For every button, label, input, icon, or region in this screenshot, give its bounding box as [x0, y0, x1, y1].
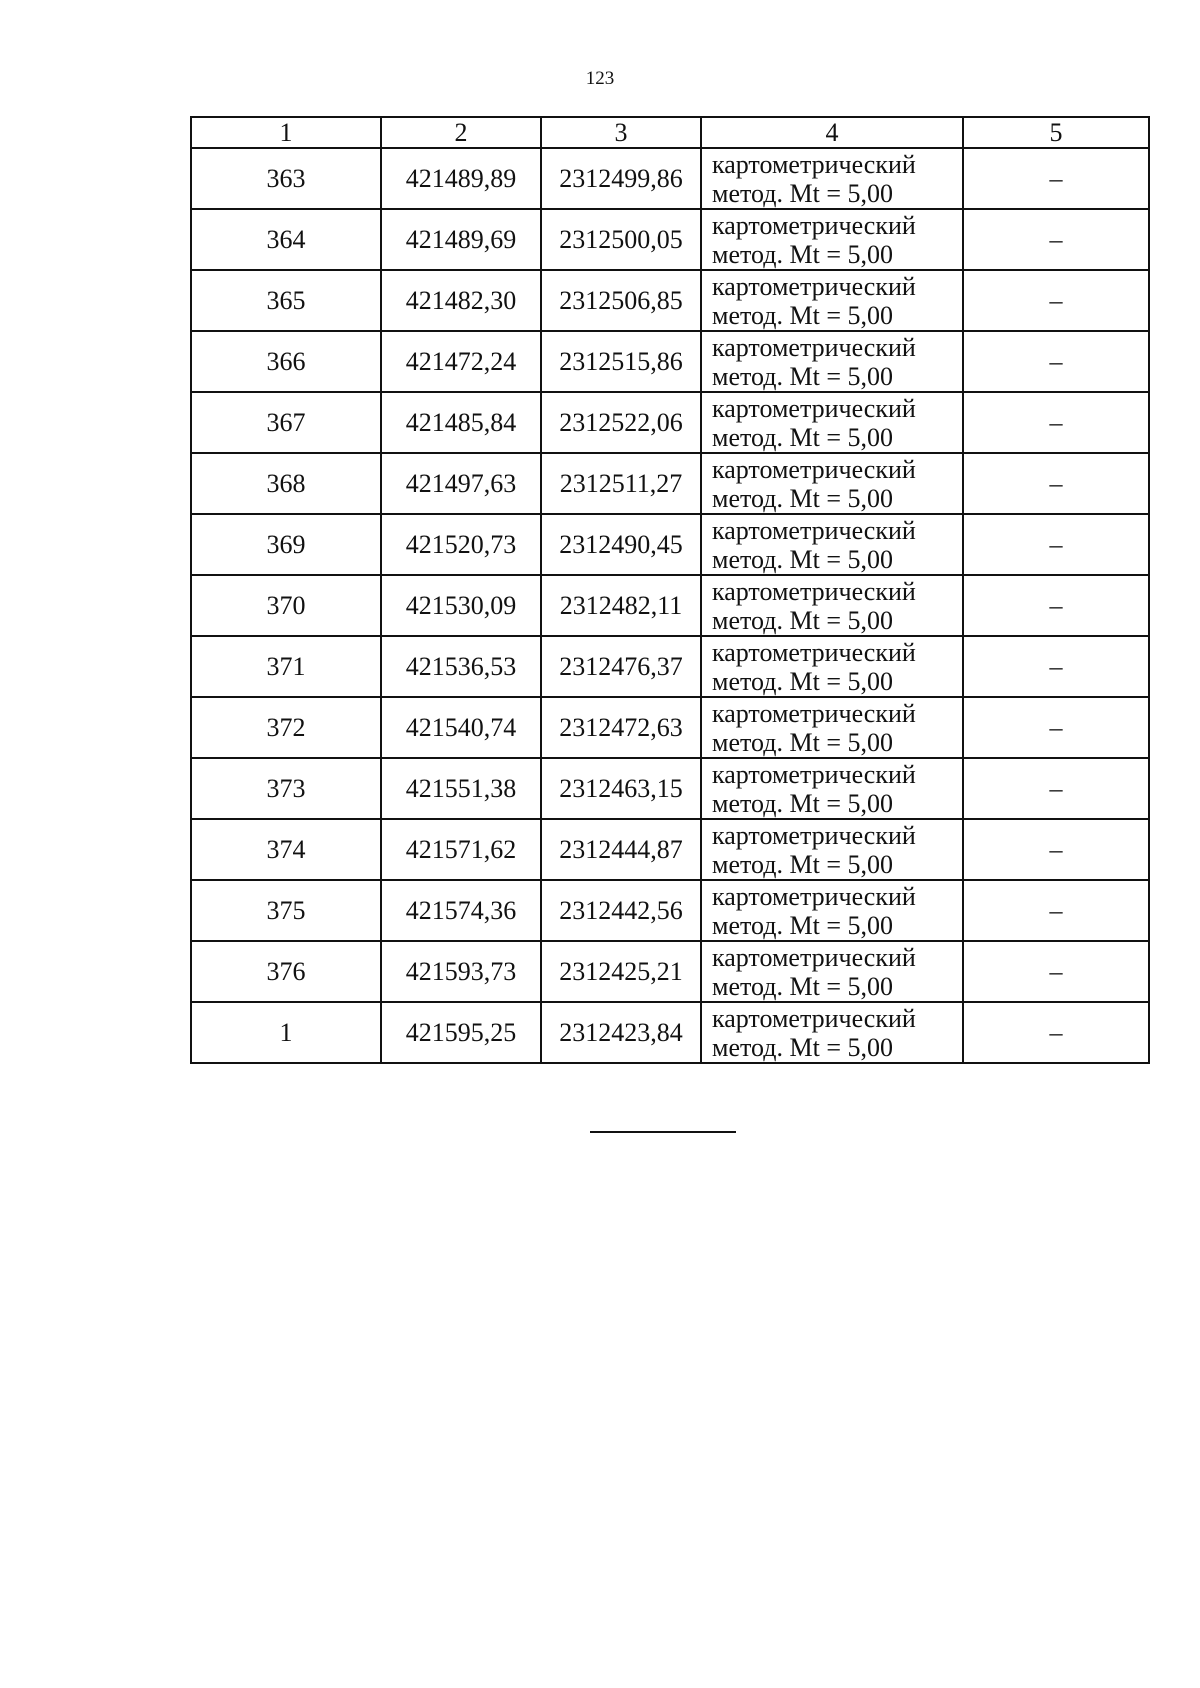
- table-row: [191, 148, 1149, 209]
- point-number-cell: 366: [191, 331, 381, 392]
- method-cell: [701, 148, 963, 209]
- y-coordinate-cell: 2312515,86: [541, 331, 701, 392]
- x-coordinate-cell: 421485,84: [381, 392, 541, 453]
- note-cell: –: [963, 514, 1149, 575]
- table-row: [191, 209, 1149, 270]
- x-coordinate-cell: 421571,62: [381, 819, 541, 880]
- method-line-2: метод. Mt = 5,00: [712, 361, 893, 391]
- x-coordinate-cell: 421574,36: [381, 880, 541, 941]
- point-number-cell: 376: [191, 941, 381, 1002]
- point-number-cell: 367: [191, 392, 381, 453]
- point-number-cell: 368: [191, 453, 381, 514]
- point-number-cell: 374: [191, 819, 381, 880]
- table-row: [191, 1002, 1149, 1063]
- method-line-1: картометрический: [712, 698, 916, 728]
- method-line-1: картометрический: [712, 332, 916, 362]
- table-row: [191, 453, 1149, 514]
- method-cell: [701, 636, 963, 697]
- y-coordinate-cell: 2312506,85: [541, 270, 701, 331]
- x-coordinate-cell: 421530,09: [381, 575, 541, 636]
- note-cell: –: [963, 453, 1149, 514]
- note-cell: –: [963, 392, 1149, 453]
- x-coordinate-cell: 421520,73: [381, 514, 541, 575]
- y-coordinate-cell: 2312444,87: [541, 819, 701, 880]
- note-cell: –: [963, 697, 1149, 758]
- table-row: [191, 880, 1149, 941]
- y-coordinate-cell: 2312463,15: [541, 758, 701, 819]
- note-cell: –: [963, 270, 1149, 331]
- point-number-cell: 1: [191, 1002, 381, 1063]
- method-cell: [701, 392, 963, 453]
- header-col-1: 1: [191, 117, 381, 148]
- point-number-cell: 363: [191, 148, 381, 209]
- x-coordinate-cell: 421540,74: [381, 697, 541, 758]
- point-number-cell: 371: [191, 636, 381, 697]
- method-line-1: картометрический: [712, 1003, 916, 1033]
- method-cell: [701, 941, 963, 1002]
- method-line-1: картометрический: [712, 759, 916, 789]
- method-line-2: метод. Mt = 5,00: [712, 1032, 893, 1062]
- point-number-cell: 375: [191, 880, 381, 941]
- method-line-1: картометрический: [712, 820, 916, 850]
- method-cell: [701, 575, 963, 636]
- note-cell: –: [963, 758, 1149, 819]
- table-row: [191, 514, 1149, 575]
- method-line-1: картометрический: [712, 942, 916, 972]
- x-coordinate-cell: 421536,53: [381, 636, 541, 697]
- point-number-cell: 370: [191, 575, 381, 636]
- method-line-1: картометрический: [712, 393, 916, 423]
- method-line-1: картометрический: [712, 149, 916, 179]
- x-coordinate-cell: 421482,30: [381, 270, 541, 331]
- y-coordinate-cell: 2312442,56: [541, 880, 701, 941]
- method-line-1: картометрический: [712, 576, 916, 606]
- note-cell: –: [963, 1002, 1149, 1063]
- method-cell: [701, 819, 963, 880]
- method-cell: [701, 270, 963, 331]
- method-line-1: картометрический: [712, 515, 916, 545]
- method-cell: [701, 1002, 963, 1063]
- y-coordinate-cell: 2312476,37: [541, 636, 701, 697]
- table-row: [191, 270, 1149, 331]
- end-rule: [590, 1131, 736, 1133]
- point-number-cell: 372: [191, 697, 381, 758]
- note-cell: –: [963, 636, 1149, 697]
- point-number-cell: 364: [191, 209, 381, 270]
- y-coordinate-cell: 2312423,84: [541, 1002, 701, 1063]
- method-cell: [701, 758, 963, 819]
- x-coordinate-cell: 421489,89: [381, 148, 541, 209]
- method-line-2: метод. Mt = 5,00: [712, 788, 893, 818]
- method-line-1: картометрический: [712, 881, 916, 911]
- x-coordinate-cell: 421595,25: [381, 1002, 541, 1063]
- point-number-cell: 369: [191, 514, 381, 575]
- method-cell: [701, 331, 963, 392]
- method-line-2: метод. Mt = 5,00: [712, 483, 893, 513]
- method-line-2: метод. Mt = 5,00: [712, 849, 893, 879]
- note-cell: –: [963, 819, 1149, 880]
- method-line-2: метод. Mt = 5,00: [712, 300, 893, 330]
- x-coordinate-cell: 421489,69: [381, 209, 541, 270]
- table-row: [191, 636, 1149, 697]
- table-row: [191, 575, 1149, 636]
- y-coordinate-cell: 2312499,86: [541, 148, 701, 209]
- header-row: [191, 117, 1149, 148]
- x-coordinate-cell: 421472,24: [381, 331, 541, 392]
- method-line-2: метод. Mt = 5,00: [712, 910, 893, 940]
- method-line-1: картометрический: [712, 454, 916, 484]
- table-row: [191, 697, 1149, 758]
- table-header: [191, 117, 1149, 148]
- coordinates-table: [190, 116, 1150, 1064]
- method-cell: [701, 209, 963, 270]
- method-cell: [701, 880, 963, 941]
- method-line-1: картометрический: [712, 271, 916, 301]
- header-col-2: 2: [381, 117, 541, 148]
- y-coordinate-cell: 2312500,05: [541, 209, 701, 270]
- method-line-2: метод. Mt = 5,00: [712, 666, 893, 696]
- y-coordinate-cell: 2312511,27: [541, 453, 701, 514]
- y-coordinate-cell: 2312425,21: [541, 941, 701, 1002]
- note-cell: –: [963, 941, 1149, 1002]
- y-coordinate-cell: 2312482,11: [541, 575, 701, 636]
- table-row: [191, 392, 1149, 453]
- method-line-2: метод. Mt = 5,00: [712, 178, 893, 208]
- method-line-2: метод. Mt = 5,00: [712, 605, 893, 635]
- method-line-1: картометрический: [712, 210, 916, 240]
- method-line-2: метод. Mt = 5,00: [712, 544, 893, 574]
- y-coordinate-cell: 2312472,63: [541, 697, 701, 758]
- header-col-5: 5: [963, 117, 1149, 148]
- table-body: [191, 148, 1149, 1063]
- page-number: 123: [585, 68, 615, 89]
- method-cell: [701, 514, 963, 575]
- y-coordinate-cell: 2312522,06: [541, 392, 701, 453]
- header-col-3: 3: [541, 117, 701, 148]
- method-cell: [701, 697, 963, 758]
- method-line-1: картометрический: [712, 637, 916, 667]
- table-row: [191, 819, 1149, 880]
- method-line-2: метод. Mt = 5,00: [712, 727, 893, 757]
- note-cell: –: [963, 209, 1149, 270]
- x-coordinate-cell: 421551,38: [381, 758, 541, 819]
- note-cell: –: [963, 575, 1149, 636]
- method-line-2: метод. Mt = 5,00: [712, 239, 893, 269]
- table-row: [191, 941, 1149, 1002]
- header-col-4: 4: [701, 117, 963, 148]
- note-cell: –: [963, 148, 1149, 209]
- x-coordinate-cell: 421497,63: [381, 453, 541, 514]
- point-number-cell: 365: [191, 270, 381, 331]
- method-line-2: метод. Mt = 5,00: [712, 422, 893, 452]
- table-row: [191, 758, 1149, 819]
- note-cell: –: [963, 331, 1149, 392]
- point-number-cell: 373: [191, 758, 381, 819]
- note-cell: –: [963, 880, 1149, 941]
- method-line-2: метод. Mt = 5,00: [712, 971, 893, 1001]
- x-coordinate-cell: 421593,73: [381, 941, 541, 1002]
- y-coordinate-cell: 2312490,45: [541, 514, 701, 575]
- table-row: [191, 331, 1149, 392]
- method-cell: [701, 453, 963, 514]
